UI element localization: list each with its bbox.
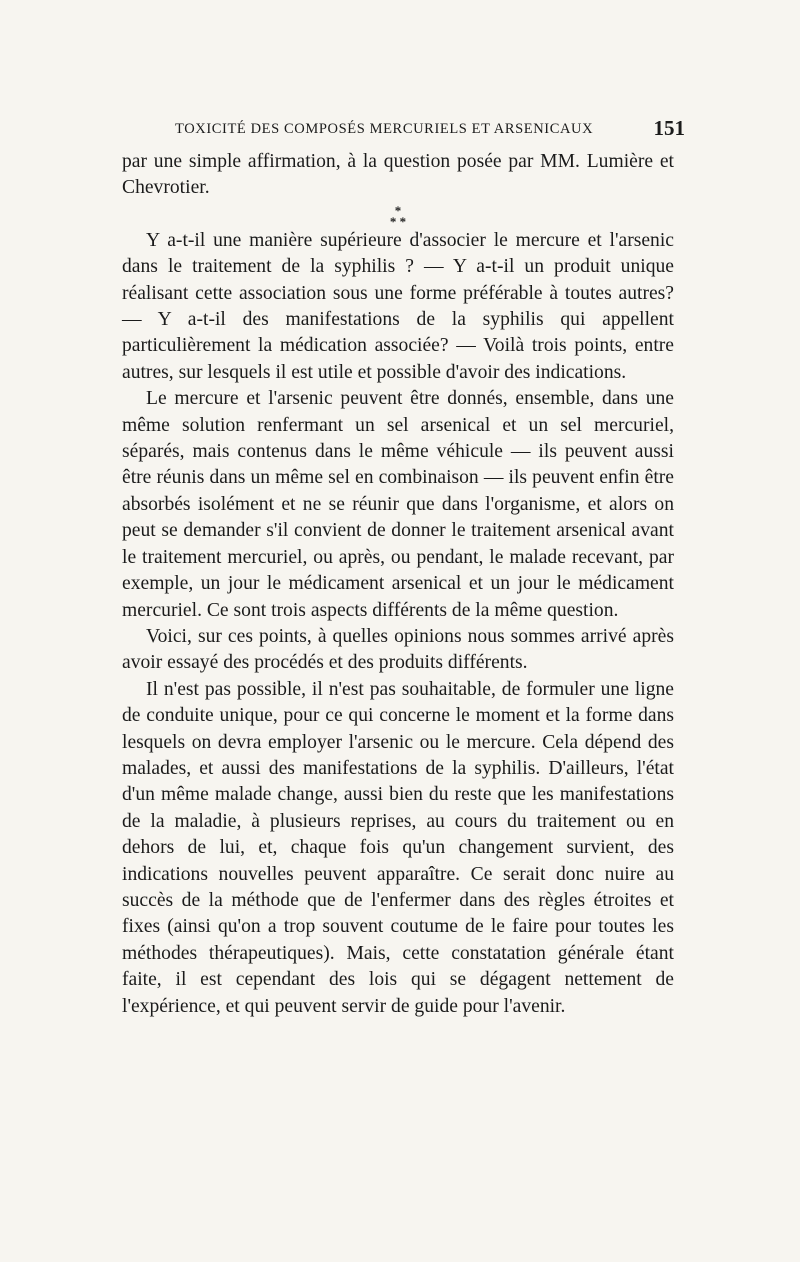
paragraph-questions: Y a-t-il une manière supérieure d'associer le mercure et l'arsenic dans le traitement de la syphilis ? — Y a-t-il un produit unique réalisant cette association sous une forme préférable à toutes autres? — Y a-t-il des manifestations de la syphilis qui appellent particulièrement la médication associée? — Voilà trois points, entre autres, sur lesquels il est utile et possible d'avoir des indications. xyxy=(122,229,674,383)
section-divider-asterism xyxy=(122,202,674,228)
page-number: 151 xyxy=(653,116,685,140)
paragraph-opinions: Voici, sur ces points, à quelles opinions nous sommes arrivé après avoir essayé des procédés et des produits différents. xyxy=(122,625,674,674)
running-title: TOXICITÉ DES COMPOSÉS MERCURIELS ET ARSENICAUX xyxy=(175,121,594,137)
asterism-top: * xyxy=(394,202,402,218)
running-header xyxy=(175,116,685,140)
continuation-paragraph: par une simple affirmation, à la question posée par MM. Lumière et Chevrotier. xyxy=(122,151,674,199)
body-text xyxy=(122,149,674,1020)
paragraph-administration: Le mercure et l'arsenic peuvent être donnés, ensemble, dans une même solution renfermant un sel arsenical et un sel mercuriel, séparés, mais contenus dans le même véhicule — ils peuvent aussi être réunis dans un même sel en combinaison — ils peuvent enfin être absorbés isolément et ne se réunir que dans l'organisme, et alors on peut se demander s'il convient de donner le traitement arsenical avant le traitement mercuriel, ou après, ou pendant, le malade recevant, par exemple, un jour le médicament arsenical et un jour le médicament mercuriel. Ce sont trois aspects différents de la même question. xyxy=(122,388,674,621)
paragraph-conduct: Il n'est pas possible, il n'est pas souhaitable, de formuler une ligne de conduite unique, pour ce qui concerne le moment et la forme dans lesquels on devra employer l'arsenic ou le mercure. Cela dépend des malades, et aussi des manifestations de la syphilis. D'ailleurs, l'état d'un même malade change, aussi bien du reste que les manifestations de la maladie, à plusieurs reprises, au cours du traitement ou en dehors de lui, et, chaque fois qu'un changement survient, des indications nouvelles peuvent apparaître. Ce serait donc nuire au succès de la méthode que de l'enfermer dans des règles étroites et fixes (ainsi qu'on a trop souvent coutume de le faire pour toutes les méthodes thérapeutiques). Mais, cette constatation générale étant faite, il est cependant des lois qui se dégagent nettement de l'expérience, et qui peuvent servir de guide pour l'avenir. xyxy=(122,678,674,1017)
asterism-bottom: * * xyxy=(389,213,407,229)
